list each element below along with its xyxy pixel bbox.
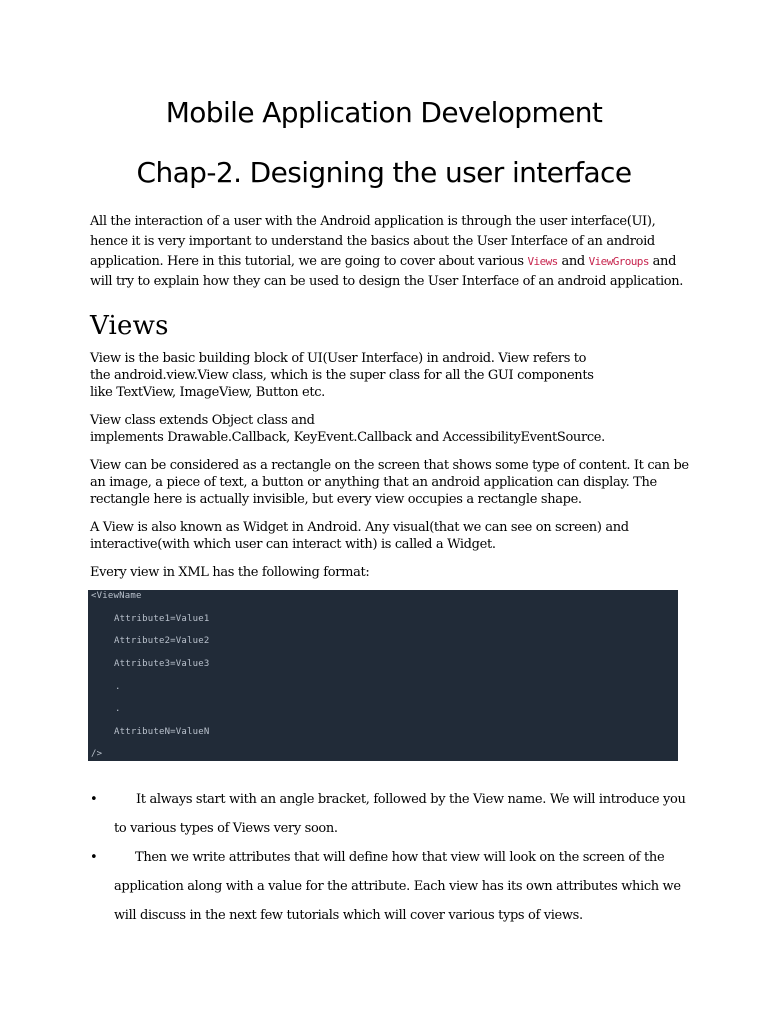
views-heading: Views <box>90 311 169 341</box>
code-line-attribute: AttributeN=ValueN <box>114 727 210 737</box>
paragraph-line: A View is also known as Widget in Android. Any visual(that we can see on screen) and <box>90 520 629 535</box>
code-line-attribute: Attribute2=Value2 <box>114 636 210 646</box>
code-line-open: <ViewName <box>91 591 142 601</box>
intro-line: All the interaction of a user with the Android application is through the user interface(UI), <box>90 214 656 229</box>
document-title: Mobile Application Development <box>165 96 603 129</box>
bullet-line: to various types of Views very soon. <box>114 821 338 836</box>
bullet-item <box>90 792 690 842</box>
code-line-ellipsis: . <box>115 704 121 714</box>
bullet-item <box>90 850 690 930</box>
widget-paragraph <box>90 519 690 553</box>
intro-text: application. Here in this tutorial, we are going to cover about various <box>90 254 528 269</box>
bullet-marker: • <box>90 792 98 807</box>
paragraph-line: View class extends Object class and <box>90 413 315 428</box>
chapter-title: Chap-2. Designing the user interface <box>136 156 632 189</box>
paragraph-line: the android.view.View class, which is the super class for all the GUI components <box>90 368 594 383</box>
code-line-ellipsis: . <box>115 682 121 692</box>
paragraph-line: View is the basic building block of UI(User Interface) in android. View refers to <box>90 351 587 366</box>
bullet-line: Then we write attributes that will define how that view will look on the screen of the <box>135 850 665 865</box>
views-link[interactable]: Views <box>527 255 558 268</box>
bullet-line: It always start with an angle bracket, followed by the View name. We will introduce you <box>136 792 686 807</box>
intro-text: and <box>648 254 677 269</box>
view-rectangle-paragraph <box>90 457 690 508</box>
paragraph-line: like TextView, ImageView, Button etc. <box>90 385 325 400</box>
bullet-line: will discuss in the next few tutorials which will cover various typs of views. <box>114 908 583 923</box>
viewgroups-link[interactable]: ViewGroups <box>588 255 649 268</box>
code-line-close: /> <box>91 749 103 759</box>
code-line-attribute: Attribute3=Value3 <box>114 659 210 669</box>
intro-line <box>90 252 690 272</box>
paragraph-line: an image, a piece of text, a button or anything that an android application can display. The <box>90 475 657 490</box>
intro-line: hence it is very important to understand the basics about the User Interface of an android <box>90 234 655 249</box>
bullet-marker: • <box>90 850 98 865</box>
bullet-line: application along with a value for the attribute. Each view has its own attributes which we <box>114 879 681 894</box>
xml-format-paragraph <box>90 564 690 581</box>
code-block <box>88 590 678 761</box>
code-line-attribute: Attribute1=Value1 <box>114 614 210 624</box>
view-definition-paragraph <box>90 350 690 401</box>
paragraph-line: Every view in XML has the following format: <box>90 565 370 580</box>
intro-text: and <box>557 254 589 269</box>
paragraph-line: interactive(with which user can interact with) is called a Widget. <box>90 537 496 552</box>
intro-paragraph <box>90 212 690 292</box>
paragraph-line: implements Drawable.Callback, KeyEvent.Callback and AccessibilityEventSource. <box>90 430 605 445</box>
paragraph-line: View can be considered as a rectangle on the screen that shows some type of content. It can be <box>90 458 689 473</box>
paragraph-line: rectangle here is actually invisible, but every view occupies a rectangle shape. <box>90 492 582 507</box>
intro-line: will try to explain how they can be used to design the User Interface of an android application. <box>90 274 684 289</box>
view-class-paragraph <box>90 412 690 446</box>
